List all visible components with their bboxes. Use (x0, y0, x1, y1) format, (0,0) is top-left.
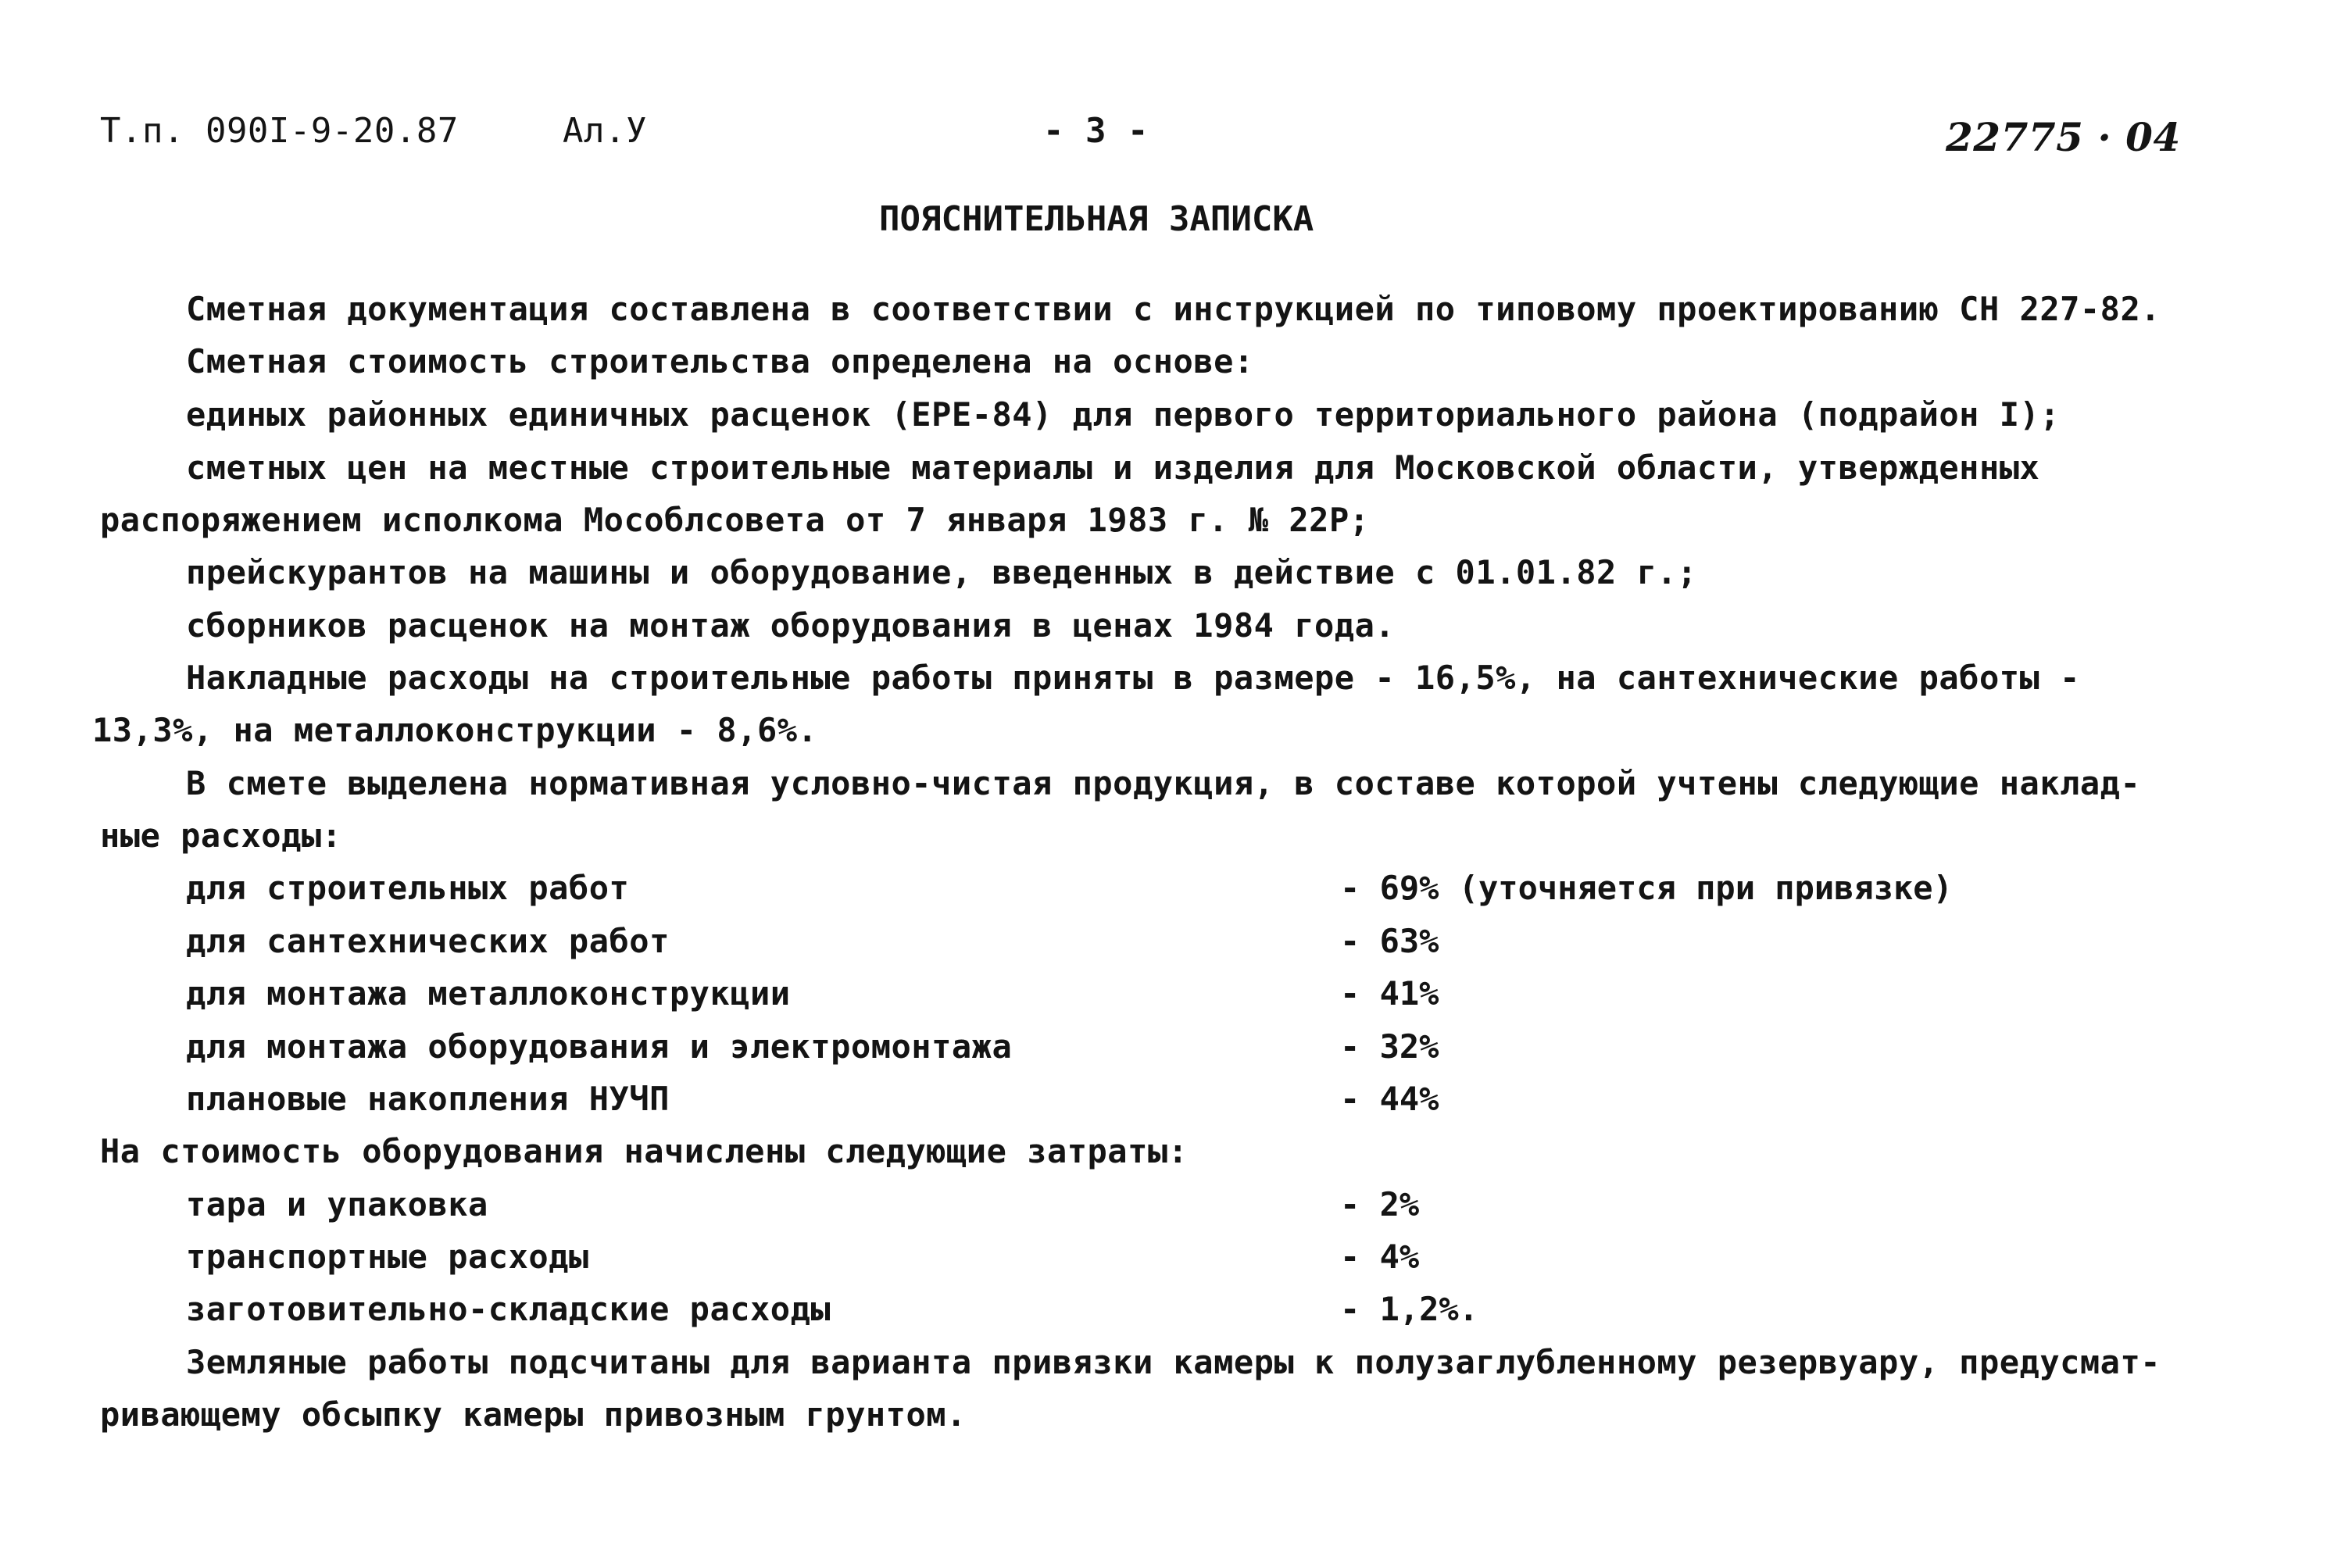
paragraph-line: распоряжением исполкома Мособлсовета от 7 января 1983 г. № 22Р; (100, 501, 1370, 539)
paragraph-line: ривающему обсыпку камеры привозным грунтом. (100, 1395, 967, 1434)
list-item-label: тара и упаковка (186, 1185, 488, 1223)
list-item-value: - 1,2%. (1340, 1290, 1479, 1328)
paragraph-line: сборников расценок на монтаж оборудования в ценах 1984 года. (186, 606, 1396, 645)
section-intro: На стоимость оборудования начислены следующие затраты: (100, 1132, 1189, 1170)
paragraph-line: Сметная стоимость строительства определена на основе: (186, 342, 1254, 380)
paragraph-line: прейскурантов на машины и оборудование, введенных в действие с 01.01.82 г.; (186, 553, 1697, 591)
album-label: Ал.У (563, 111, 647, 151)
list-item-value: - 4% (1340, 1238, 1420, 1276)
paragraph-line: 13,3%, на металлоконструкции - 8,6%. (92, 711, 818, 749)
paragraph-line: Накладные расходы на строительные работы приняты в размере - 16,5%, на сантехнические работы - (186, 659, 2080, 697)
list-item-value: - 44% (1340, 1080, 1439, 1118)
doc-code: Т.п. 090I-9-20.87 (100, 111, 459, 151)
list-item-label: для сантехнических работ (186, 922, 670, 960)
paragraph-line: сметных цен на местные строительные материалы и изделия для Московской области, утвержденных (186, 448, 2040, 487)
paragraph-line: ные расходы: (100, 816, 342, 855)
page-title: ПОЯСНИТЕЛЬНАЯ ЗАПИСКА (879, 199, 1314, 239)
list-item-label: плановые накопления НУЧП (186, 1080, 670, 1118)
paragraph-line: Земляные работы подсчитаны для варианта привязки камеры к полузаглубленному резервуару, предусмат- (186, 1343, 2161, 1381)
paragraph-line: единых районных единичных расценок (ЕРЕ-84) для первого территориального района (подрайон I); (186, 395, 2061, 434)
paragraph-line: Сметная документация составлена в соответствии с инструкцией по типовому проектированию СН 227-82. (186, 290, 2161, 328)
list-item-label: для монтажа металлоконструкции (186, 974, 791, 1013)
inventory-number: 22775 · 04 (1946, 114, 2181, 160)
paragraph-line: В смете выделена нормативная условно-чистая продукция, в составе которой учтены следующие наклад- (186, 764, 2141, 802)
page-number: - 3 - (1043, 111, 1149, 151)
list-item-value: - 63% (1340, 922, 1439, 960)
list-item-label: для монтажа оборудования и электромонтажа (186, 1027, 1013, 1066)
list-item-label: для строительных работ (186, 869, 630, 907)
list-item-value: - 32% (1340, 1027, 1439, 1066)
list-item-value: - 69% (уточняется при привязке) (1340, 869, 1953, 907)
list-item-label: транспортные расходы (186, 1238, 589, 1276)
list-item-value: - 2% (1340, 1185, 1420, 1223)
list-item-value: - 41% (1340, 974, 1439, 1013)
list-item-label: заготовительно-складские расходы (186, 1290, 831, 1328)
